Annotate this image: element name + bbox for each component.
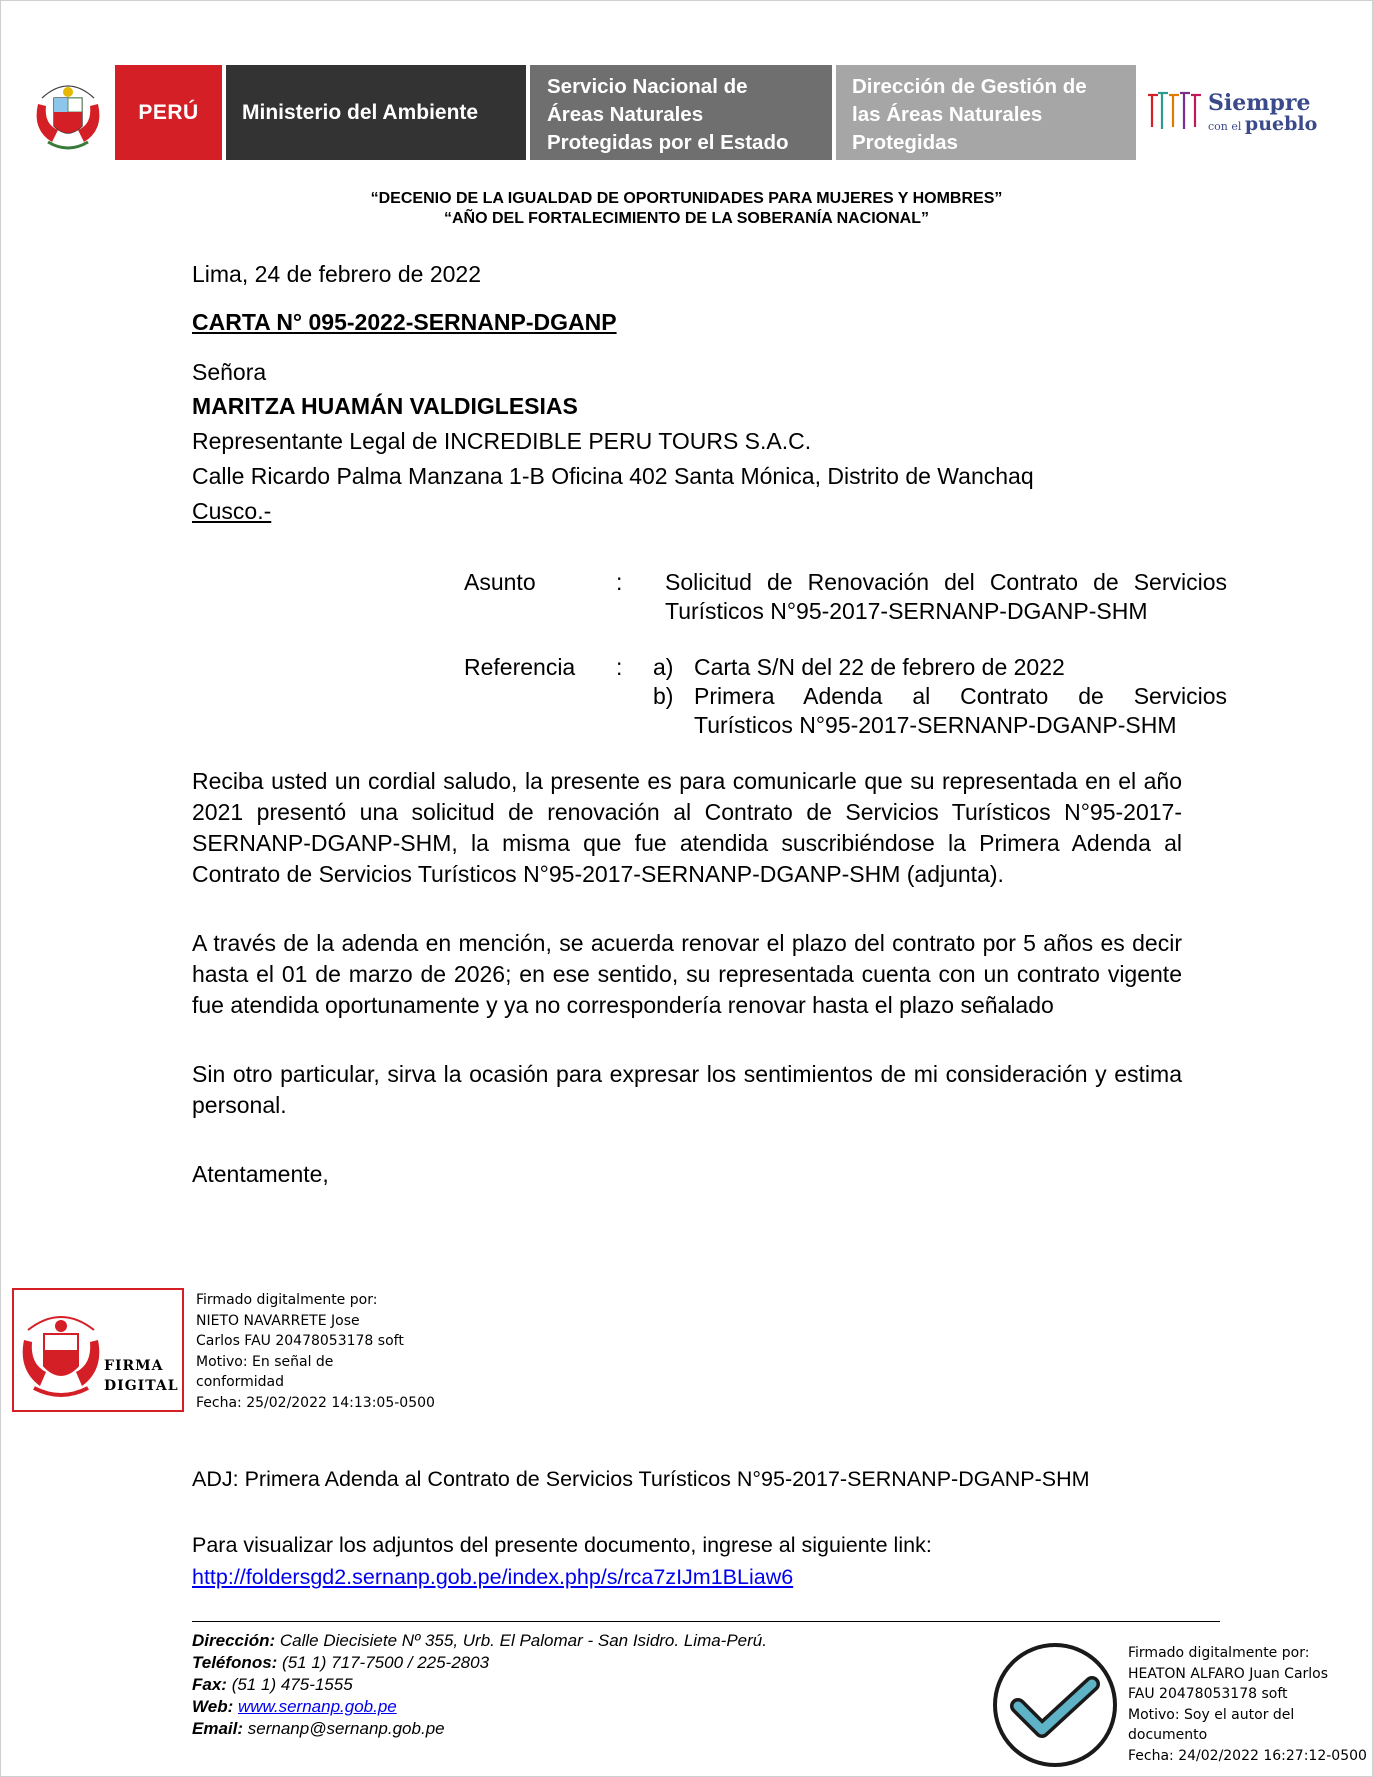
footer-direccion [192,1630,767,1653]
firma-word: FIRMA [104,1358,164,1374]
signature-line: FAU 20478053178 soft [1128,1686,1288,1702]
signature-line: conformidad [196,1374,285,1390]
footer-telefonos [192,1652,489,1675]
asunto-colon: : [616,569,623,595]
signature-line: Fecha: 25/02/2022 14:13:05-0500 [196,1394,435,1411]
ref-b-marker: b) [653,683,674,709]
body-paragraph-1: Reciba usted un cordial saludo, la presente es para comunicarle que su representada en el año 2021 presentó una solicitud de renovación al Contrato de Servicios Turísticos N°95-2017-SERNANP-DGANP-SHM, la misma que fue atendida suscribiéndose la Primera Adenda al Contrato de Servicios Turísticos N°95-2017-SERNANP-DGANP-SHM (adjunta). [192,768,1182,887]
recipient-address: Calle Ricardo Palma Manzana 1-B Oficina 402 Santa Mónica, Distrito de Wanchaq [192,463,1034,489]
header-sernanp-line: Áreas Naturales [547,103,704,126]
signature-line: Motivo: Soy el autor del [1128,1706,1295,1723]
adj-line: ADJ: Primera Adenda al Contrato de Servicios Turísticos N°95-2017-SERNANP-DGANP-SHM [192,1467,1090,1491]
referencia-colon: : [616,654,623,680]
asunto-line: Turísticos N°95-2017-SERNANP-DGANP-SHM [665,598,1148,624]
header-peru-label: PERÚ [115,65,222,160]
ref-a-marker: a) [653,654,674,680]
header-sernanp-line: Protegidas por el Estado [547,131,789,154]
signature-line: Fecha: 24/02/2022 16:27:12-0500 [1128,1747,1367,1764]
decenio-line: “DECENIO DE LA IGUALDAD DE OPORTUNIDADES PARA MUJERES Y HOMBRES” [370,190,1003,207]
footer-web [192,1696,397,1719]
ref-b-line: Turísticos N°95-2017-SERNANP-DGANP-SHM [694,712,1177,738]
referencia-label: Referencia [464,654,576,680]
digital-word: DIGITAL [104,1378,179,1394]
fax-value: (51 1) 475-1555 [226,1675,353,1694]
signature-1-details [196,1290,435,1413]
signature-line: Firmado digitalmente por: [1128,1645,1310,1661]
letter-number: CARTA N° 095-2022-SERNANP-DGANP [192,309,617,335]
header-ministerio-label: Ministerio del Ambiente [226,65,526,160]
signature-line: Carlos FAU 20478053178 soft [196,1333,404,1349]
body-paragraph-2: A través de la adenda en mención, se acuerda renovar el plazo del contrato por 5 años es decir hasta el 01 de marzo de 2026; en ese sentido, su representada cuenta con un contrato vigente fue atendida oportunamente y ya no correspondería renovar hasta el plazo señalado [192,930,1182,1018]
signature-line: Firmado digitalmente por: [196,1292,378,1308]
ref-a-text: Carta S/N del 22 de febrero de 2022 [694,654,1065,680]
header-sernanp-label [530,65,832,160]
header-sernanp-line: Servicio Nacional de [547,75,748,98]
signature-line: Motivo: En señal de [196,1353,334,1370]
body-paragraph-3: Sin otro particular, sirva la ocasión para expresar los sentimientos de mi consideración y estima personal. [192,1061,1182,1118]
closing: Atentamente, [192,1161,329,1187]
direccion-value: Calle Diecisiete Nº 355, Urb. El Palomar - San Isidro. Lima-Perú. [275,1631,767,1650]
signature-2-details [1128,1643,1367,1766]
footer-fax [192,1674,353,1697]
asunto-line: Solicitud de Renovación del Contrato de Servicios [665,569,1227,595]
con-el-text: con el [1208,120,1242,133]
header-dganp-line: Protegidas [852,131,958,154]
header-dganp-line: las Áreas Naturales [852,103,1043,126]
header-dganp-label [836,65,1136,160]
email-value: sernanp@sernanp.gob.pe [243,1719,445,1738]
firma-digital-shield-icon [18,1300,104,1404]
recipient-role: Representante Legal de INCREDIBLE PERU TOURS S.A.C. [192,428,812,454]
anio-line: “AÑO DEL FORTALECIMIENTO DE LA SOBERANÍA NACIONAL” [443,210,930,227]
footer-email [192,1718,445,1741]
pueblo-logo-text [1208,113,1317,135]
recipient-name: MARITZA HUAMÁN VALDIGLESIAS [192,393,578,419]
footer-divider [192,1621,1220,1622]
letter-date: Lima, 24 de febrero de 2022 [192,261,481,287]
link-intro: Para visualizar los adjuntos del presente documento, ingrese al siguiente link: [192,1533,932,1557]
email-label: Email: [192,1719,244,1738]
web-link[interactable]: www.sernanp.gob.pe [237,1697,397,1716]
telefonos-value: (51 1) 717-7500 / 225-2803 [277,1653,490,1672]
signature-line: HEATON ALFARO Juan Carlos [1128,1665,1329,1682]
web-label: Web: [192,1697,234,1716]
telefonos-label: Teléfonos: [192,1653,278,1672]
siempre-logo-text: Siempre [1208,90,1311,116]
fax-label: Fax: [192,1675,227,1694]
asunto-label: Asunto [464,569,536,595]
ref-b-line: Primera Adenda al Contrato de Servicios [694,683,1227,709]
attachments-link[interactable]: http://foldersgd2.sernanp.gob.pe/index.php/s/rca7zIJm1BLiaw6 [192,1565,794,1589]
signature-line: documento [1128,1727,1208,1743]
header-dganp-line: Dirección de Gestión de [852,75,1087,98]
firma-digital-label [104,1356,179,1396]
signature-line: NIETO NAVARRETE Jose [196,1312,360,1329]
pueblo-text: pueblo [1244,113,1318,135]
recipient-city: Cusco.- [192,498,272,524]
checkmark-signature-icon [992,1642,1118,1768]
salutation: Señora [192,359,267,385]
coat-of-arms-icon [34,70,102,158]
direccion-label: Dirección: [192,1631,276,1650]
